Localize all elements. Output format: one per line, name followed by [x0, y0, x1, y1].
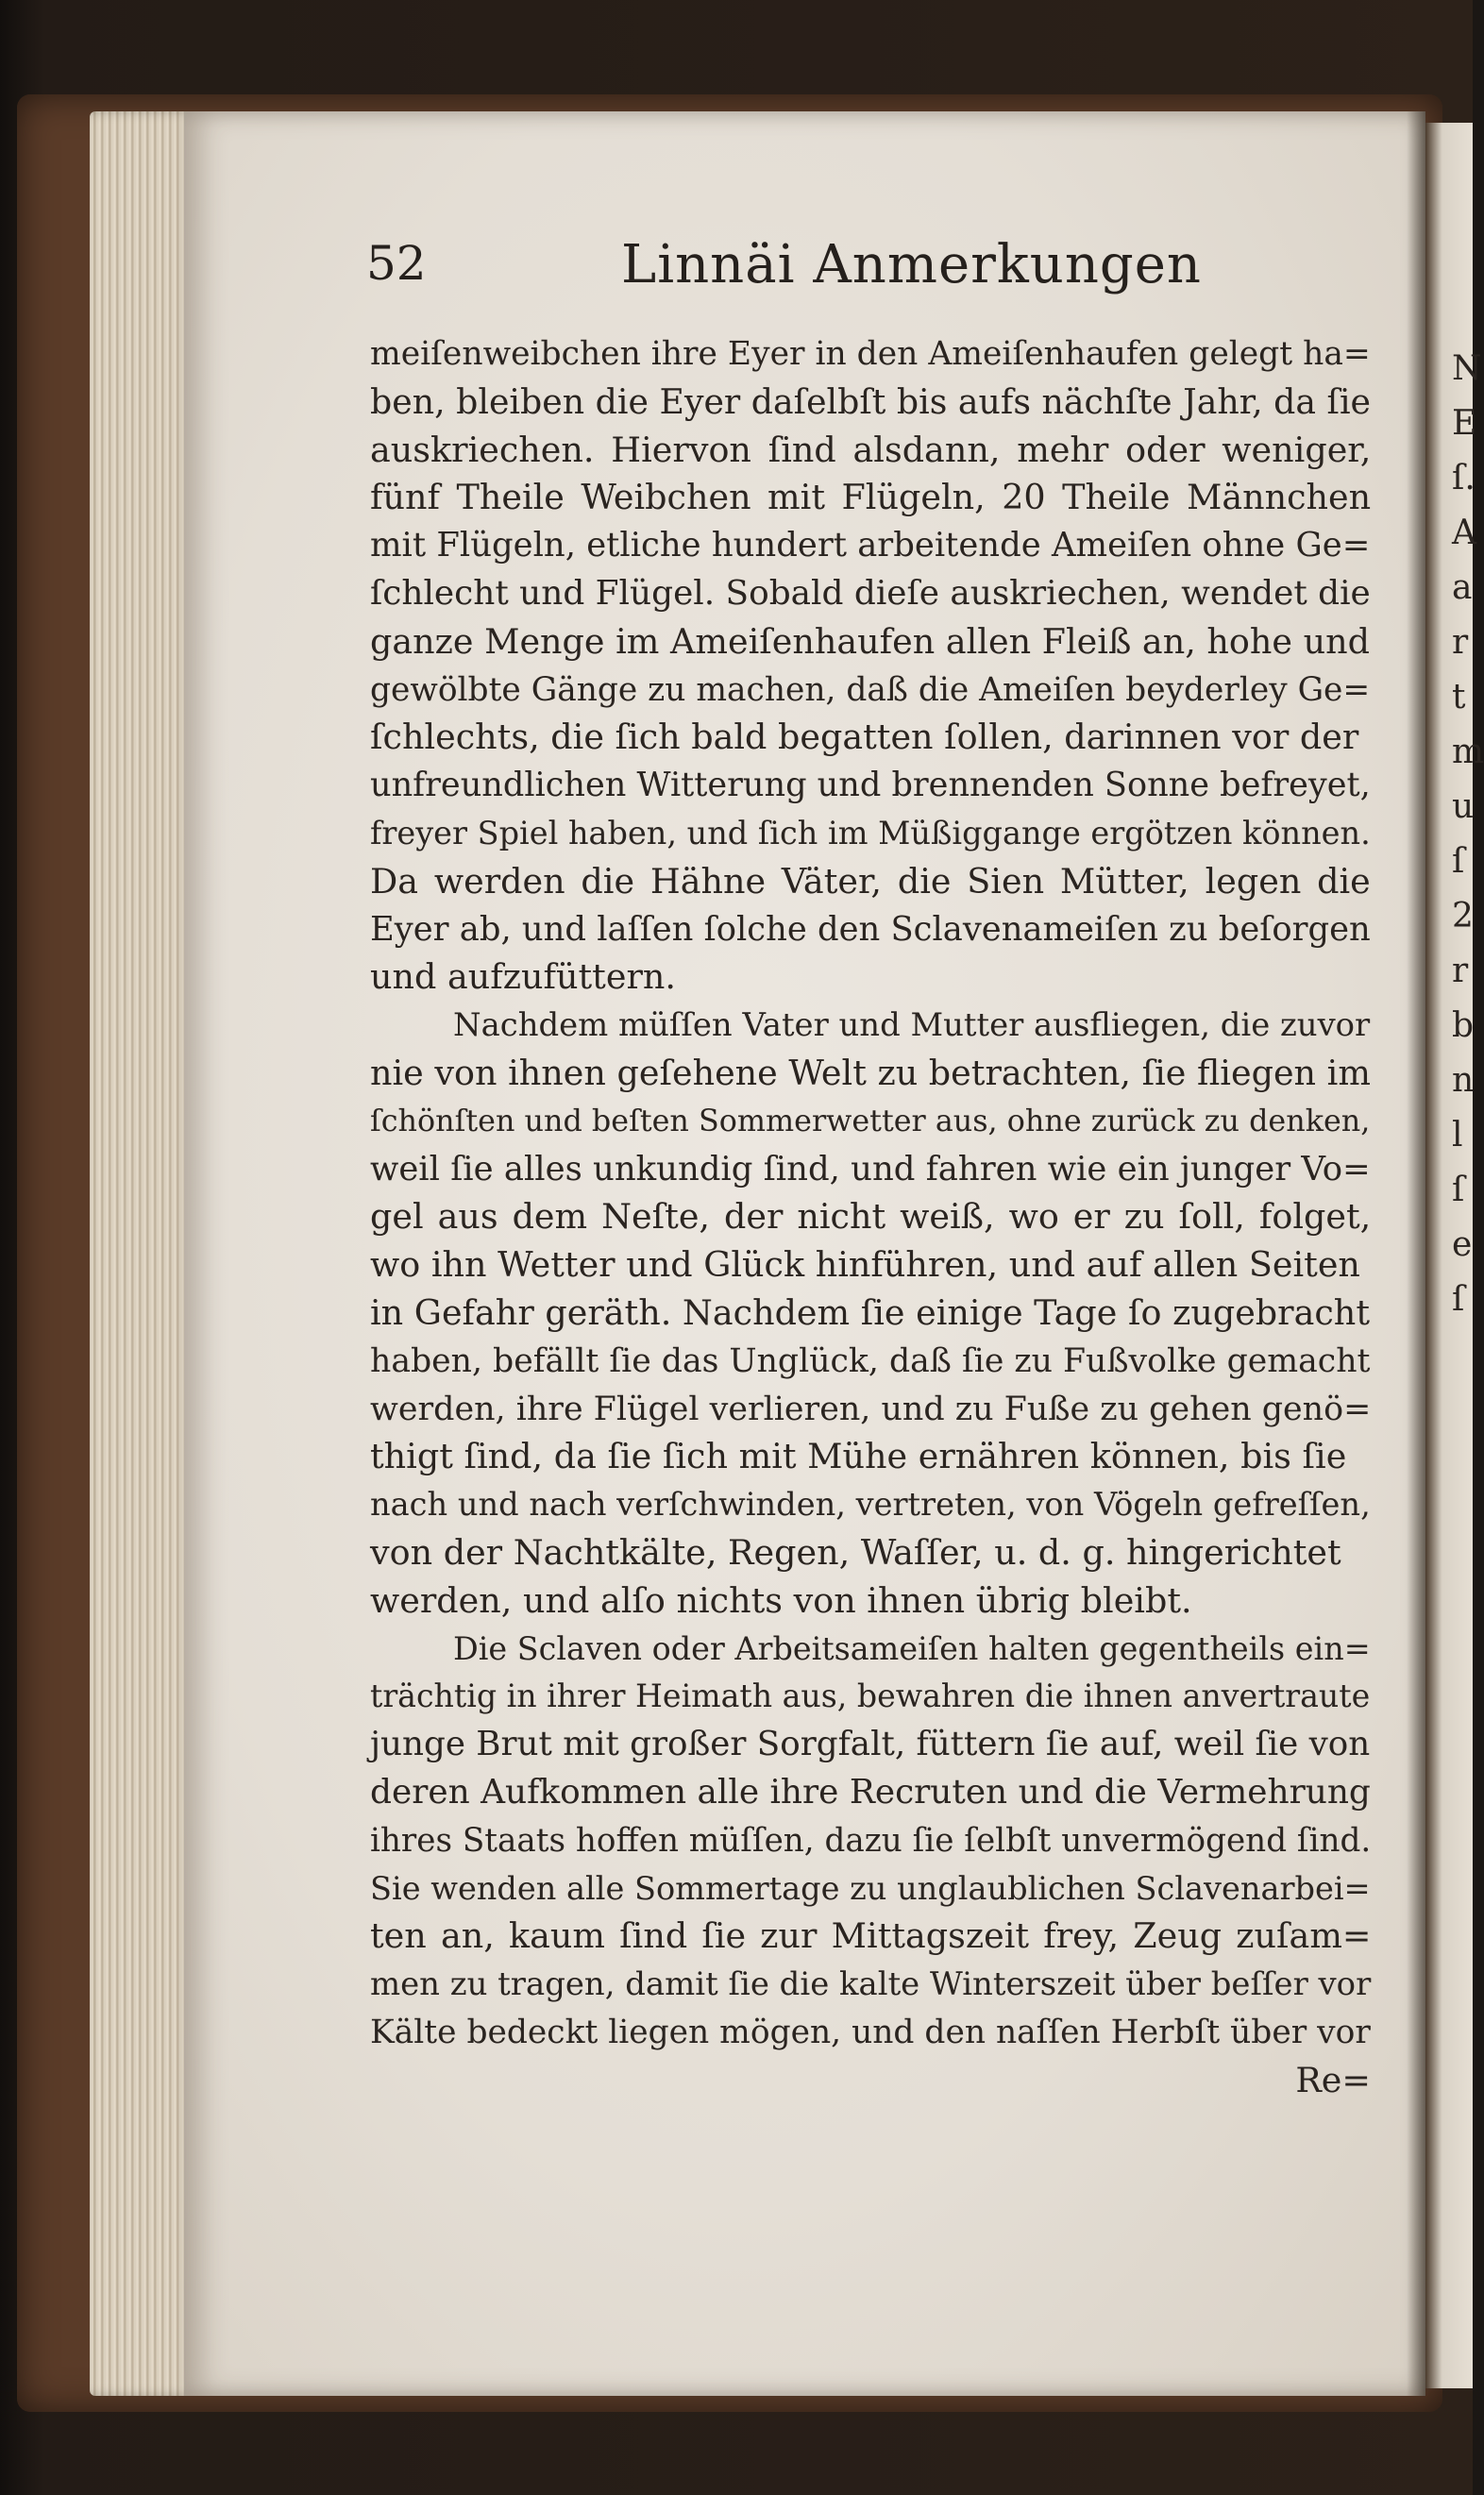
text-line: unfreundlichen Witterung und brennenden Sonne befreyet, [370, 766, 1371, 805]
facing-page-letter: m [1452, 733, 1484, 771]
text-line: fünf Theile Weibchen mit Flügeln, 20 Theile Männchen [370, 477, 1372, 518]
text-line: Nachdem müſſen Vater und Mutter ausfliegen, die zuvor [453, 1006, 1371, 1044]
facing-page-letter: 2 [1452, 897, 1474, 936]
facing-page-letter: ſ. [1452, 459, 1476, 497]
text-line: deren Aufkommen alle ihre Recruten und die Vermehrung [370, 1772, 1371, 1812]
text-line: in Gefahr geräth. Nachdem ſie einige Tage ſo zugebracht [370, 1291, 1370, 1333]
book-gutter [1407, 111, 1425, 2396]
text-line: ten an, kaum ſind ſie zur Mittagszeit frey, Zeug zuſam= [370, 1915, 1372, 1957]
facing-page-letter: e [1452, 1225, 1473, 1264]
text-line: ben, bleiben die Eyer daſelbſt bis aufs nächſte Jahr, da ſie [370, 380, 1372, 422]
facing-page-letter: E [1452, 404, 1477, 443]
page-header [366, 236, 1367, 312]
text-line: ſchlechts, die ſich bald begatten ſollen, darinnen vor der [370, 716, 1359, 758]
text-line: nie von ihnen geſehene Welt zu betrachten, ſie fliegen im [370, 1052, 1371, 1093]
facing-page-letter: t [1452, 678, 1466, 716]
facing-page-letter: ſ [1452, 1280, 1465, 1319]
facing-page-letter: r [1452, 623, 1469, 662]
text-line: Eyer ab, und laſſen ſolche den Sclavenameiſen zu beſorgen [370, 909, 1371, 949]
facing-page-letter: b [1452, 1006, 1475, 1045]
text-line: ſchlecht und Flügel. Sobald dieſe auskriechen, wendet die [370, 573, 1371, 613]
facing-page-letter: A [1452, 514, 1476, 552]
text-line: trächtig in ihrer Heimath aus, bewahren die ihnen anvertraute [370, 1677, 1371, 1715]
text-line: mit Flügeln, etliche hundert arbeitende Ameiſen ohne Ge= [370, 526, 1371, 565]
running-title: Linnäi Anmerkungen [621, 234, 1202, 295]
text-line: Die Sclaven oder Arbeitsameiſen halten gegentheils ein= [453, 1629, 1371, 1667]
text-line: Da werden die Hähne Väter, die Sien Mütter, legen die [370, 860, 1371, 902]
text-line: von der Nachtkälte, Regen, Waſſer, u. d. g. hingerichtet [370, 1531, 1341, 1573]
text-line: thigt ſind, da ſie ſich mit Mühe ernähren können, bis ſie [370, 1436, 1347, 1477]
text-line: weil ſie alles unkundig ſind, und fahren wie ein junger Vo= [370, 1149, 1371, 1188]
text-line: haben, befällt ſie das Unglück, daß ſie zu Fußvolke gemacht [370, 1341, 1371, 1380]
text-line: ihres Staats hoffen müſſen, dazu ſie ſelbſt unvermögend ſind. [370, 1821, 1372, 1860]
text-line: meiſenweibchen ihre Eyer in den Ameiſenhaufen gelegt ha= [370, 335, 1371, 373]
text-line: wo ihn Wetter und Glück hinführen, und auf allen Seiten [370, 1244, 1360, 1286]
page-edges [90, 111, 194, 2396]
facing-page-letter: n [1452, 1061, 1475, 1100]
text-line: junge Brut mit großer Sorgfalt, füttern ſie auf, weil ſie von [370, 1725, 1371, 1764]
catchword: Re= [1295, 2059, 1371, 2100]
text-line: Sie wenden alle Sommertage zu unglaublichen Sclavenarbei= [370, 1869, 1371, 1907]
body-text [370, 330, 1371, 2104]
text-line: men zu tragen, damit ſie die kalte Winterszeit über beſſer vor [370, 1965, 1372, 2003]
text-line: werden, und alſo nichts von ihnen übrig bleibt. [370, 1579, 1192, 1621]
text-line: ganze Menge im Ameiſenhaufen allen Fleiß an, hohe und [370, 620, 1370, 662]
text-line: Kälte bedeckt liegen mögen, und den naſſen Herbſt über vor [370, 2013, 1371, 2051]
text-line: gewölbte Gänge zu machen, daß die Ameiſen beyderley Ge= [370, 670, 1371, 709]
facing-page-letter: u [1452, 787, 1475, 826]
facing-page-letter: ſ [1452, 842, 1465, 881]
facing-page-letter: N [1452, 349, 1482, 388]
facing-page-letter: a [1452, 568, 1473, 607]
facing-page-letter: ſ [1452, 1171, 1465, 1209]
text-line: freyer Spiel haben, und ſich im Müßiggange ergötzen können. [370, 814, 1371, 851]
text-line: auskriechen. Hiervon ſind alsdann, mehr oder weniger, [370, 429, 1372, 470]
text-line: nach und nach verſchwinden, vertreten, von Vögeln gefreſſen, [370, 1486, 1371, 1524]
text-line: gel aus dem Neſte, der nicht weiß, wo er zu ſoll, folget, [370, 1196, 1372, 1238]
text-line: ſchönſten und beſten Sommerwetter aus, ohne zurück zu denken, [370, 1103, 1371, 1138]
text-line: und aufzufüttern. [370, 956, 677, 998]
facing-page-letter: r [1452, 952, 1469, 990]
page-number: 52 [366, 236, 427, 291]
facing-page-edge [1425, 123, 1484, 2388]
text-line: werden, ihre Flügel verlieren, und zu Fuße zu gehen genö= [370, 1390, 1372, 1428]
facing-page-letter: l [1452, 1116, 1463, 1155]
